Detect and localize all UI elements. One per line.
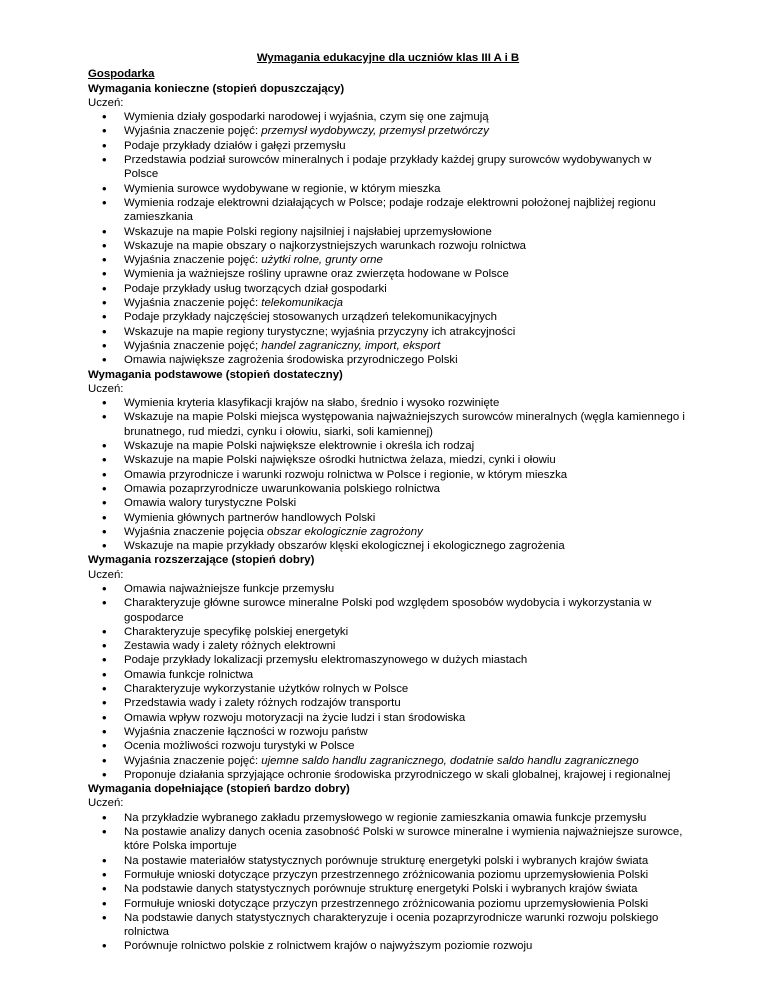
requirement-item	[88, 725, 688, 739]
requirement-item	[88, 939, 688, 953]
requirement-item	[88, 754, 688, 768]
requirement-text: Przedstawia podział surowców mineralnych i podaje przykłady każdej grupy surowców wydobywanych w Polsce	[124, 154, 652, 181]
requirement-text: Podaje przykłady usług tworzących dział gospodarki	[124, 282, 387, 295]
requirement-term: handel zagraniczny, import, eksport	[261, 339, 441, 352]
requirement-text: Formułuje wnioski dotyczące przyczyn przestrzennego zróżnicowania poziomu uprzemysłowienia Polski	[124, 868, 649, 881]
requirement-text: Na przykładzie wybranego zakładu przemysłowego w regionie zamieszkania omawia funkcje przemysłu	[124, 811, 647, 824]
requirement-term: użytki rolne, grunty orne	[261, 254, 383, 267]
requirement-item	[88, 296, 688, 310]
sections-container	[88, 82, 688, 954]
requirement-section	[88, 553, 688, 782]
requirement-item	[88, 124, 688, 138]
requirement-text: Wymienia ja ważniejsze rośliny uprawne oraz zwierzęta hodowane w Polsce	[124, 268, 509, 281]
requirement-term: ujemne saldo handlu zagranicznego, dodatnie saldo handlu zagranicznego	[261, 754, 639, 767]
requirement-item	[88, 496, 688, 510]
requirement-text: Wyjaśnia znaczenie pojęć:	[124, 254, 262, 267]
requirement-item	[88, 182, 688, 196]
requirement-section	[88, 782, 688, 954]
requirement-text: Wskazuje na mapie Polski regiony najsilniej i najsłabiej uprzemysłowione	[124, 225, 492, 238]
requirement-item	[88, 353, 688, 367]
requirement-term: telekomunikacja	[261, 297, 343, 310]
requirement-text: Charakteryzuje specyfikę polskiej energetyki	[124, 625, 349, 638]
requirement-item	[88, 711, 688, 725]
requirement-text: Wyjaśnia znaczenie pojęć:	[124, 125, 262, 138]
section-intro: Uczeń:	[88, 382, 124, 395]
requirement-item	[88, 525, 688, 539]
requirement-text: Na postawie analizy danych ocenia zasobność Polski w surowce mineralne i wymienia najważniejsze surowce, które Polska importuje	[124, 826, 683, 853]
section-heading: Wymagania podstawowe (stopień dostateczny)	[88, 368, 343, 381]
requirement-text: Podaje przykłady działów i gałęzi przemysłu	[124, 139, 346, 152]
requirement-list	[88, 396, 688, 553]
requirement-item	[88, 196, 688, 225]
requirement-section	[88, 368, 688, 554]
requirement-text: Zestawia wady i zalety różnych elektrowni	[124, 640, 336, 653]
requirement-item	[88, 396, 688, 410]
requirement-text: Wyjaśnia znaczenie pojęć:	[124, 754, 262, 767]
requirement-text: Wskazuje na mapie Polski największe ośrodki hutnictwa żelaza, miedzi, cynki i ołowiu	[124, 454, 556, 467]
requirement-item	[88, 653, 688, 667]
requirement-text: Podaje przykłady najczęściej stosowanych urządzeń telekomunikacyjnych	[124, 311, 497, 324]
requirement-text: Wskazuje na mapie przykłady obszarów klęski ekologicznej i ekologicznego zagrożenia	[124, 540, 565, 553]
requirement-item	[88, 854, 688, 868]
requirement-item	[88, 625, 688, 639]
requirement-item	[88, 110, 688, 124]
requirement-item	[88, 253, 688, 267]
requirement-item	[88, 267, 688, 281]
requirement-item	[88, 453, 688, 467]
requirement-text: Omawia najważniejsze funkcje przemysłu	[124, 582, 335, 595]
requirement-text: Omawia funkcje rolnictwa	[124, 668, 254, 681]
requirement-item	[88, 696, 688, 710]
requirement-text: Wskazuje na mapie Polski miejsca występowania najważniejszych surowców mineralnych (węgla kamiennego i brunatnego, rud miedzi, cynku i ołowiu, siarki, soli kamiennej)	[124, 411, 685, 438]
section-heading: Wymagania konieczne (stopień dopuszczający)	[88, 82, 345, 95]
requirement-item	[88, 310, 688, 324]
requirement-item	[88, 668, 688, 682]
requirement-item	[88, 825, 688, 854]
requirement-section	[88, 82, 688, 368]
requirement-term: przemysł wydobywczy, przemysł przetwórczy	[261, 125, 489, 138]
requirement-text: Omawia największe zagrożenia środowiska przyrodniczego Polski	[124, 354, 458, 367]
requirement-text: Porównuje rolnictwo polskie z rolnictwem krajów o najwyższym poziomie rozwoju	[124, 940, 533, 953]
requirement-text: Na podstawie danych statystycznych porównuje strukturę energetyki Polski i wybranych krajów świata	[124, 883, 638, 896]
requirement-item	[88, 225, 688, 239]
requirement-list	[88, 110, 688, 367]
requirement-item	[88, 596, 688, 625]
requirement-text: Proponuje działania sprzyjające ochronie środowiska przyrodniczego w skali globalnej, krajowej i regionalnej	[124, 768, 671, 781]
requirement-text: Omawia pozaprzyrodnicze uwarunkowania polskiego rolnictwa	[124, 482, 440, 495]
requirement-text: Formułuje wnioski dotyczące przyczyn przestrzennego zróżnicowania poziomu uprzemysłowienia Polski	[124, 897, 649, 910]
requirement-item	[88, 239, 688, 253]
requirement-text: Na postawie materiałów statystycznych porównuje strukturę energetyki polski i wybranych krajów świata	[124, 854, 649, 867]
document-page	[88, 51, 688, 954]
requirement-item	[88, 897, 688, 911]
requirement-item	[88, 468, 688, 482]
requirement-item	[88, 811, 688, 825]
requirement-item	[88, 153, 688, 182]
requirement-text: Wskazuje na mapie Polski największe elektrownie i określa ich rodzaj	[124, 440, 475, 453]
document-title: Wymagania edukacyjne dla uczniów klas III A i B	[256, 52, 520, 64]
requirement-text: Wymienia kryteria klasyfikacji krajów na słabo, średnio i wysoko rozwinięte	[124, 397, 500, 410]
requirement-item	[88, 139, 688, 153]
section-intro: Uczeń:	[88, 96, 124, 109]
section-intro: Uczeń:	[88, 568, 124, 581]
requirement-item	[88, 582, 688, 596]
requirement-text: Przedstawia wady i zalety różnych rodzajów transportu	[124, 697, 401, 710]
requirement-item	[88, 868, 688, 882]
requirement-text: Omawia przyrodnicze i warunki rozwoju rolnictwa w Polsce i regionie, w którym mieszka	[124, 468, 568, 481]
requirement-item	[88, 639, 688, 653]
requirement-text: Wymienia surowce wydobywane w regionie, w którym mieszka	[124, 182, 441, 195]
section-intro: Uczeń:	[88, 797, 124, 810]
topic-heading: Gospodarka	[88, 68, 155, 81]
requirement-text: Omawia walory turystyczne Polski	[124, 497, 297, 510]
section-heading: Wymagania rozszerzające (stopień dobry)	[88, 554, 315, 567]
requirement-item	[88, 768, 688, 782]
requirement-text: Podaje przykłady lokalizacji przemysłu elektromaszynowego w dużych miastach	[124, 654, 528, 667]
requirement-text: Ocenia możliwości rozwoju turystyki w Polsce	[124, 740, 355, 753]
requirement-item	[88, 439, 688, 453]
requirement-item	[88, 682, 688, 696]
requirement-term: obszar ekologicznie zagrożony	[267, 525, 423, 538]
requirement-list	[88, 811, 688, 954]
requirement-item	[88, 539, 688, 553]
section-heading: Wymagania dopełniające (stopień bardzo dobry)	[88, 783, 350, 796]
requirement-text: Wskazuje na mapie obszary o najkorzystniejszych warunkach rozwoju rolnictwa	[124, 239, 527, 252]
requirement-text: Wymienia działy gospodarki narodowej i wyjaśnia, czym się one zajmują	[124, 111, 489, 124]
requirement-item	[88, 482, 688, 496]
requirement-text: Wyjaśnia znaczenie pojęć:	[124, 297, 262, 310]
requirement-text: Charakteryzuje wykorzystanie użytków rolnych w Polsce	[124, 683, 409, 696]
requirement-item	[88, 325, 688, 339]
requirement-text: Omawia wpływ rozwoju motoryzacji na życie ludzi i stan środowiska	[124, 711, 466, 724]
requirement-text: Wskazuje na mapie regiony turystyczne; wyjaśnia przyczyny ich atrakcyjności	[124, 325, 516, 338]
requirement-text: Wymienia rodzaje elektrowni działających w Polsce; podaje rodzaje elektrowni położonej najbliżej regionu zamieszkania	[124, 196, 656, 224]
requirement-text: Wyjaśnia znaczenie łączności w rozwoju państw	[124, 725, 368, 738]
requirement-text: Charakteryzuje główne surowce mineralne Polski pod względem sposobów wydobycia i wykorzystania w gospodarce	[124, 597, 652, 624]
requirement-text: Wyjaśnia znaczenie pojęć;	[124, 339, 262, 352]
requirement-item	[88, 739, 688, 753]
requirement-item	[88, 410, 688, 439]
requirement-item	[88, 911, 688, 940]
requirement-text: Wyjaśnia znaczenie pojęcia	[124, 525, 267, 538]
requirement-text: Wymienia głównych partnerów handlowych Polski	[124, 511, 376, 524]
requirement-text: Na podstawie danych statystycznych charakteryzuje i ocenia pozaprzyrodnicze warunki rozwoju polskiego rolnictwa	[124, 911, 659, 939]
requirement-item	[88, 282, 688, 296]
requirement-item	[88, 511, 688, 525]
requirement-list	[88, 582, 688, 782]
requirement-item	[88, 339, 688, 353]
requirement-item	[88, 882, 688, 896]
